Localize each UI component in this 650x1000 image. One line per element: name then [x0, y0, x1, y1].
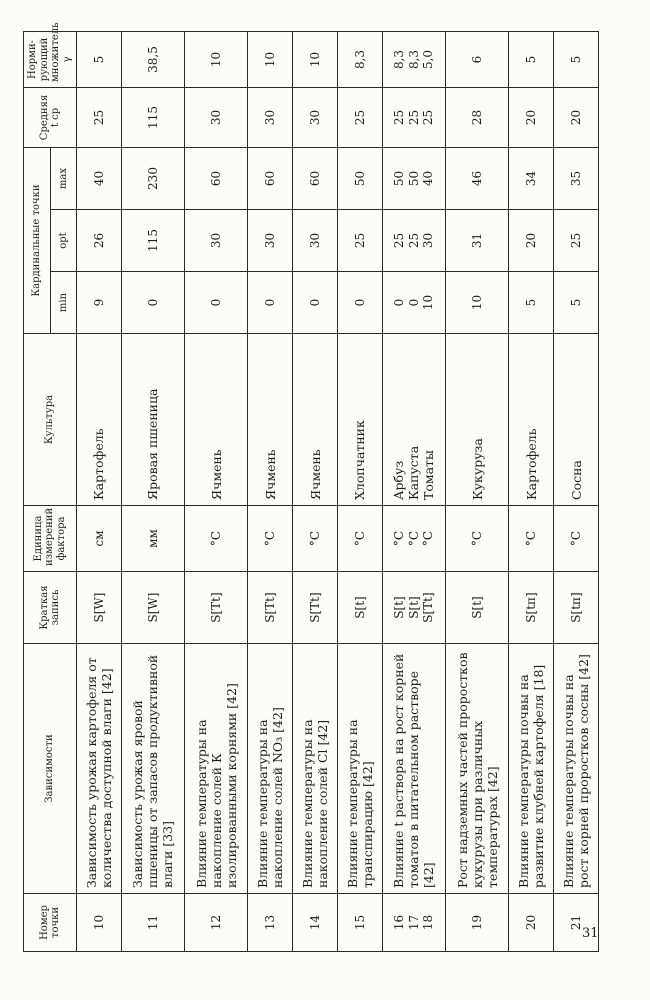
row-max: 34	[509, 147, 554, 209]
row-unit: мм	[121, 506, 184, 572]
row-max: 60	[185, 147, 248, 209]
row-norm: 10	[248, 31, 293, 87]
row-max: 46	[446, 147, 509, 209]
row-num: 15	[337, 894, 382, 952]
table-row	[337, 31, 382, 951]
row-opt: 25	[392, 232, 407, 249]
row-crop: Сосна	[554, 334, 599, 506]
row-max: 50	[392, 170, 407, 187]
row-crop: Ячмень	[293, 334, 338, 506]
row-norm: 8,3	[337, 31, 382, 87]
row-avg: 28	[446, 87, 509, 147]
row-min: 5	[509, 272, 554, 334]
row-avg: 20	[554, 87, 599, 147]
col-header-average	[24, 87, 77, 147]
row-norm: 8,3	[392, 49, 407, 70]
row-min-group	[382, 272, 445, 334]
row-unit: °С	[446, 506, 509, 572]
row-min: 0	[392, 298, 407, 307]
row-crop: Хлопчатник	[337, 334, 382, 506]
row-num: 21	[554, 894, 599, 952]
row-unit: °С	[392, 530, 407, 547]
row-opt: 26	[77, 210, 122, 272]
table-row	[248, 31, 293, 951]
col-header-short-notation: Краткая запись	[24, 572, 77, 644]
row-opt: 30	[293, 210, 338, 272]
average-symbol: t ср	[50, 107, 61, 128]
average-label: Средняя	[38, 94, 50, 141]
row-avg-group	[382, 87, 445, 147]
row-unit: °С	[509, 506, 554, 572]
row-num: 17	[406, 914, 421, 931]
row-min: 9	[77, 272, 122, 334]
row-min: 0	[185, 272, 248, 334]
row-min: 0	[406, 298, 421, 307]
row-num: 12	[185, 894, 248, 952]
row-norm: 10	[185, 31, 248, 87]
row-short: S[t]	[337, 572, 382, 644]
col-header-dependencies: Зависимости	[24, 644, 77, 894]
row-opt: 31	[446, 210, 509, 272]
cardinal-points-table	[23, 22, 599, 952]
row-crop: Ячмень	[185, 334, 248, 506]
header-row-1	[24, 31, 51, 951]
row-norm: 5	[554, 31, 599, 87]
row-avg: 25	[392, 109, 407, 126]
row-crop: Томаты	[421, 450, 437, 500]
row-opt: 30	[248, 210, 293, 272]
row-short: S[t]	[392, 596, 407, 619]
row-num: 10	[77, 894, 122, 952]
row-max: 60	[248, 147, 293, 209]
row-crop: Картофель	[77, 334, 122, 506]
row-crop: Кукуруза	[446, 334, 509, 506]
row-short: S[t]	[446, 572, 509, 644]
row-norm: 5	[509, 31, 554, 87]
row-short: S[tп]	[554, 572, 599, 644]
row-max: 50	[406, 170, 421, 187]
row-min: 0	[121, 272, 184, 334]
row-opt: 25	[406, 232, 421, 249]
row-unit: °С	[421, 530, 436, 547]
row-crop: Яровая пшеница	[121, 334, 184, 506]
row-dependency: Рост надземных частей проростков кукурузы при различных температурах [42]	[446, 644, 509, 894]
row-num: 19	[446, 894, 509, 952]
row-min: 0	[293, 272, 338, 334]
row-unit: °С	[406, 530, 421, 547]
row-num: 11	[121, 894, 184, 952]
row-short: S[W]	[77, 572, 122, 644]
row-short: S[Tt]	[421, 592, 436, 623]
row-crop: Капуста	[406, 445, 422, 500]
row-crop: Картофель	[509, 334, 554, 506]
row-max: 35	[554, 147, 599, 209]
row-dependency: Влияние t раствора на рост корней томатов в питательном растворе [42]	[382, 644, 445, 894]
row-unit: °С	[185, 506, 248, 572]
page-number: 31	[582, 926, 599, 941]
row-dependency: Зависимость урожая картофеля от количества доступной влаги [42]	[77, 644, 122, 894]
row-crop: Ячмень	[248, 334, 293, 506]
row-unit-group	[382, 506, 445, 572]
row-dependency: Влияние температуры на накопление солей К изолированными корнями [42]	[185, 644, 248, 894]
row-avg: 30	[293, 87, 338, 147]
row-short: S[Tt]	[185, 572, 248, 644]
row-avg: 20	[509, 87, 554, 147]
row-opt: 30	[185, 210, 248, 272]
row-unit: см	[77, 506, 122, 572]
normalizing-symbol: γ	[61, 56, 73, 63]
row-unit: °С	[337, 506, 382, 572]
row-avg: 25	[421, 109, 436, 126]
normalizing-label: Норми-рующий множитель	[27, 22, 61, 82]
row-max: 60	[293, 147, 338, 209]
col-header-cardinal-points: Кардинальные точки	[24, 147, 51, 333]
row-num: 13	[248, 894, 293, 952]
col-header-opt: opt	[50, 210, 77, 272]
row-norm: 5	[77, 31, 122, 87]
row-crop-group	[382, 334, 445, 506]
row-unit: °С	[554, 506, 599, 572]
col-header-unit: Единица измерений фактора	[24, 506, 77, 572]
row-max: 230	[121, 147, 184, 209]
row-max: 40	[77, 147, 122, 209]
table-row	[554, 31, 599, 951]
row-crop: Арбуз	[391, 460, 407, 500]
table-row	[509, 31, 554, 951]
row-avg: 30	[248, 87, 293, 147]
row-short: S[Tt]	[293, 572, 338, 644]
table-row-group	[382, 31, 445, 951]
row-num: 16	[392, 914, 407, 931]
row-norm: 38,5	[121, 31, 184, 87]
col-header-normalizing	[24, 22, 77, 87]
row-norm-group	[382, 31, 445, 87]
row-min: 0	[248, 272, 293, 334]
row-avg: 115	[121, 87, 184, 147]
table-row	[121, 31, 184, 951]
row-min: 10	[421, 294, 436, 311]
row-norm: 8,3	[406, 49, 421, 70]
row-min: 5	[554, 272, 599, 334]
row-avg: 25	[77, 87, 122, 147]
row-norm: 10	[293, 31, 338, 87]
table-row	[293, 31, 338, 951]
row-num-group	[382, 894, 445, 952]
row-norm: 5,0	[421, 49, 436, 70]
row-dependency: Влияние температуры на транспирацию [42]	[337, 644, 382, 894]
row-norm: 6	[446, 31, 509, 87]
row-short: S[W]	[121, 572, 184, 644]
row-short: S[t]	[406, 596, 421, 619]
row-max: 40	[421, 170, 436, 187]
row-max: 50	[337, 147, 382, 209]
row-max-group	[382, 147, 445, 209]
row-dependency: Влияние температуры на накопление солей Cl [42]	[293, 644, 338, 894]
col-header-num: Номер точки	[24, 894, 77, 952]
row-dependency: Влияние температуры почвы на рост корней проростков сосны [42]	[554, 644, 599, 894]
row-num: 18	[421, 914, 436, 931]
row-short-group	[382, 572, 445, 644]
row-opt: 25	[554, 210, 599, 272]
row-unit: °С	[293, 506, 338, 572]
row-avg: 25	[406, 109, 421, 126]
row-short: S[Tt]	[248, 572, 293, 644]
row-opt: 115	[121, 210, 184, 272]
row-opt: 25	[337, 210, 382, 272]
row-unit: °С	[248, 506, 293, 572]
row-dependency: Влияние температуры почвы на развитие клубней картофеля [18]	[509, 644, 554, 894]
table-row	[185, 31, 248, 951]
table-row	[77, 31, 122, 951]
rotated-table-container	[23, 22, 592, 952]
row-min: 0	[337, 272, 382, 334]
row-opt: 30	[421, 232, 436, 249]
row-opt-group	[382, 210, 445, 272]
row-min: 10	[446, 272, 509, 334]
col-header-min: min	[50, 272, 77, 334]
row-opt: 20	[509, 210, 554, 272]
row-short: S[tп]	[509, 572, 554, 644]
row-avg: 30	[185, 87, 248, 147]
row-num: 14	[293, 894, 338, 952]
col-header-crop: Культура	[24, 334, 77, 506]
col-header-max: max	[50, 147, 77, 209]
row-num: 20	[509, 894, 554, 952]
row-avg: 25	[337, 87, 382, 147]
table-row	[446, 31, 509, 951]
row-dependency: Влияние температуры на накопление солей NO₃ [42]	[248, 644, 293, 894]
row-dependency: Зависимость урожая яровой пшеницы от запасов продуктивной влаги [33]	[121, 644, 184, 894]
